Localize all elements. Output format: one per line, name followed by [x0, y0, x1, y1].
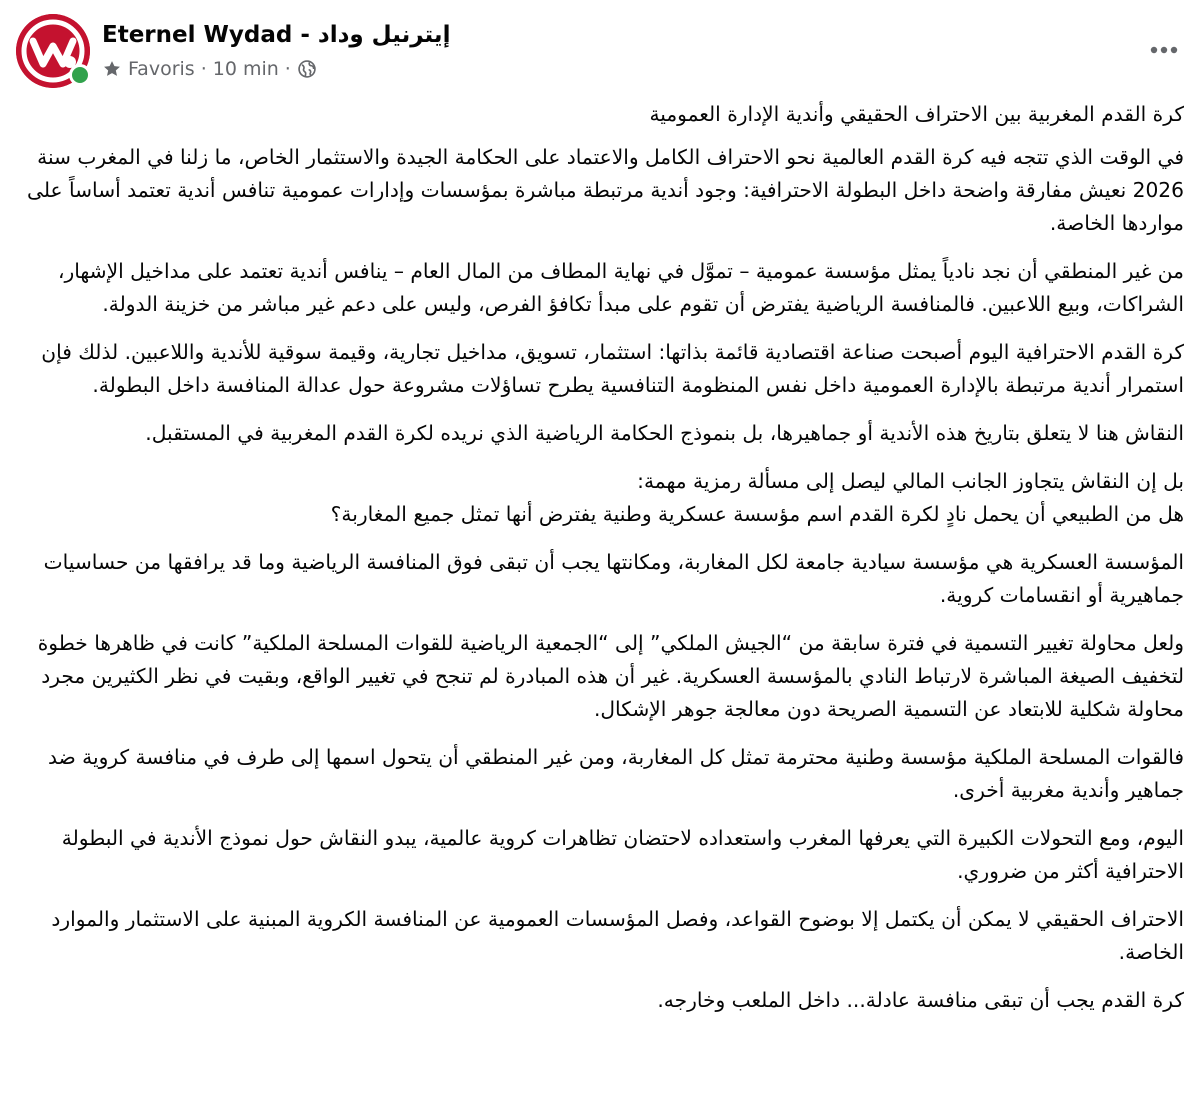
post-paragraph-7: ولعل محاولة تغيير التسمية في فترة سابقة من “الجيش الملكي” إلى “الجمعية الرياضية للقوات المسلحة الملكية” كانت في ظاهرها خطوة لتخفيف الصيغة المباشرة لارتباط النادي بالمؤسسة العسكرية. غير أن هذه المبادرة لم تنجح في تغيير الواقع، وبقيت في نظر الكثيرين مجرد محاولة شكلية للابتعاد عن التسمية الصريحة دون معالجة جوهر الإشكال. [37, 631, 1184, 721]
post-body [14, 98, 1184, 1032]
more-options-button[interactable] [1144, 30, 1184, 70]
online-status-dot [69, 64, 91, 86]
more-horizontal-icon [1150, 46, 1178, 54]
post-paragraph-1: في الوقت الذي تتجه فيه كرة القدم العالمية نحو الاحتراف الكامل والاعتماد على الحكامة الجيدة والاستثمار الخاص، ما زلنا في المغرب سنة 2026 نعيش مفارقة واضحة داخل البطولة الاحترافية: وجود أندية مرتبطة مباشرة بمؤسسات وإدارات عمومية تنافس أندية تعتمد أساساً على مواردها الخاصة. [27, 145, 1184, 235]
post-header [16, 14, 1184, 94]
audience-label[interactable]: Favoris [128, 58, 195, 80]
post-paragraph-3: كرة القدم الاحترافية اليوم أصبحت صناعة اقتصادية قائمة بذاتها: استثمار، تسويق، مداخيل تجارية، وقيمة سوقية للأندية واللاعبين. لذلك فإن استمرار أندية مرتبطة بالإدارة العمومية داخل نفس المنظومة التنافسية يطرح تساؤلات مشروعة حول عدالة المنافسة داخل البطولة. [41, 340, 1184, 397]
post-timestamp[interactable]: 10 min [212, 58, 279, 80]
post-paragraph-5: بل إن النقاش يتجاوز الجانب المالي ليصل إلى مسألة رمزية مهمة: هل من الطبيعي أن يحمل نادٍ لكرة القدم اسم مؤسسة عسكرية وطنية يفترض أنها تمثل جميع المغاربة؟ [330, 469, 1184, 526]
post-paragraph-10: الاحتراف الحقيقي لا يمكن أن يكتمل إلا بوضوح القواعد، وفصل المؤسسات العمومية عن المنافسة الكروية المبنية على الاستثمار والموارد الخاصة. [51, 907, 1184, 964]
meta-separator: · [200, 58, 207, 80]
post-title: كرة القدم المغربية بين الاحتراف الحقيقي وأندية الإدارة العمومية [649, 102, 1184, 126]
post-paragraph-9: اليوم، ومع التحولات الكبيرة التي يعرفها المغرب واستعداده لاحتضان تظاهرات كروية عالمية، يبدو النقاش حول نموذج الأندية في البطولة الاحترافية أكثر من ضروري. [61, 826, 1184, 883]
globe-icon[interactable] [297, 59, 317, 79]
post-paragraph-4: النقاش هنا لا يتعلق بتاريخ هذه الأندية أو جماهيرها، بل بنموذج الحكامة الرياضية الذي نريده لكرة القدم المغربية في المستقبل. [145, 421, 1184, 445]
page-avatar[interactable] [16, 14, 90, 88]
star-icon [102, 59, 122, 79]
post-meta [102, 56, 317, 82]
post-paragraph-6: المؤسسة العسكرية هي مؤسسة سيادية جامعة لكل المغاربة، ومكانتها يجب أن تبقى فوق المنافسة الرياضية وما قد يرافقها من حساسيات جماهيرية أو انقسامات كروية. [43, 550, 1184, 607]
post-paragraph-8: فالقوات المسلحة الملكية مؤسسة وطنية محترمة تمثل كل المغاربة، ومن غير المنطقي أن يتحول اسمها إلى طرف في منافسة كروية ضد جماهير وأندية مغربية أخرى. [48, 745, 1184, 802]
post-paragraph-2: من غير المنطقي أن نجد نادياً يمثل مؤسسة عمومية – تموَّل في نهاية المطاف من المال العام – ينافس أندية تعتمد على مداخيل الإشهار، الشراكات، وبيع اللاعبين. فالمنافسة الرياضية يفترض أن تقوم على مبدأ تكافؤ الفرص، وليس على دعم غير مباشر من خزينة الدولة. [57, 259, 1184, 316]
page-name-link[interactable]: Eternel Wydad - إيترنيل وداد [102, 22, 451, 48]
post-paragraph-11: كرة القدم يجب أن تبقى منافسة عادلة... داخل الملعب وخارجه. [657, 988, 1184, 1012]
meta-separator-2: · [284, 58, 291, 80]
